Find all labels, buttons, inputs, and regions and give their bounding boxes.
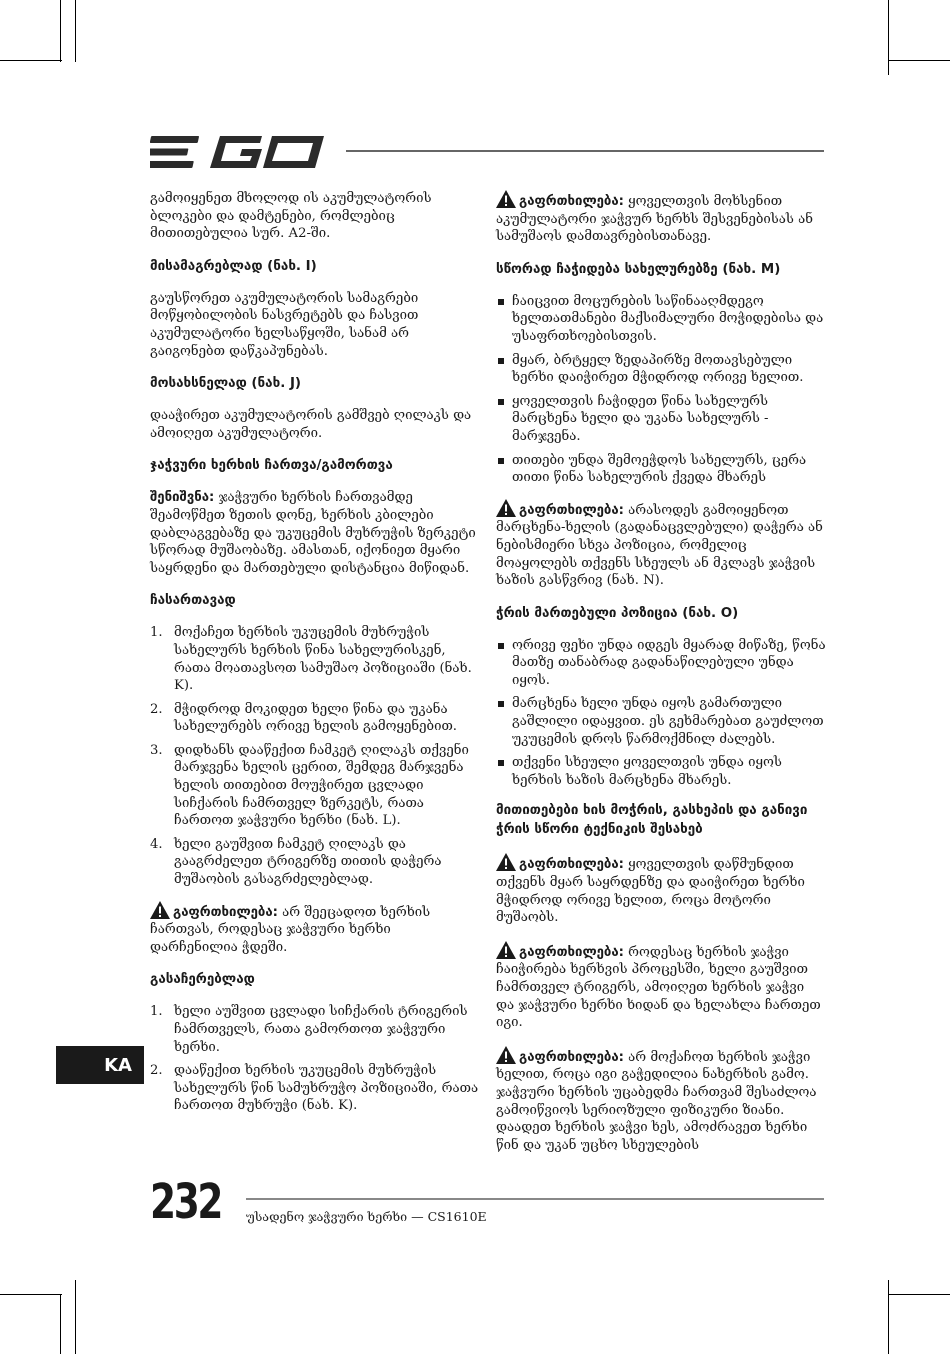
warning-paragraph <box>496 190 826 246</box>
step-text: ხელი გაუშვით ჩამკეტ ღილაკს და გააგრძელეთ ტრიგერზე თითის დაჭერა მუშაობის გასაგრძელებლად. <box>174 836 442 888</box>
list-item <box>150 1062 480 1115</box>
remove-heading: მოსახსნელად (ნახ. J) <box>150 376 302 392</box>
step-number: 1. <box>150 1004 163 1020</box>
crop-mark <box>60 0 61 62</box>
warning-text: არასოდეს გამოიყენოთ მარცხენა-ხელის (გადანაცვლებული) დაჭერა ან ნებისმიერი სხვა პოზიცია, რომელიც მოაყოლებს თქვენს სხეულს ან მკლავს ჯაჭვის ხაზის გასწვრივ (ნახ. N). <box>496 502 823 589</box>
crop-mark <box>888 1294 950 1295</box>
list-item <box>496 452 826 487</box>
list-item-text: ყოველთვის ჩაჭიდეთ წინა სახელურს მარცხენა ხელი და უკანა სახელურს - მარჯვენა. <box>512 393 769 444</box>
list-item <box>150 624 480 694</box>
start-steps-list <box>150 624 480 888</box>
list-item <box>496 754 826 789</box>
list-item-text: მყარ, ბრტყელ ზედაპირზე მოთავსებული ხერხი დაიჭირეთ მჭიდროდ ორივე ხელით. <box>512 352 804 386</box>
warning-icon <box>496 499 516 517</box>
crop-mark <box>60 1294 61 1354</box>
list-item <box>150 1003 480 1056</box>
list-item <box>150 701 480 736</box>
onoff-heading: ჯაჭვური ხერხის ჩართვა/გამორთვა <box>150 458 393 474</box>
stance-heading: ჭრის მართებული პოზიცია (ნახ. O) <box>496 605 739 621</box>
warning-text: არ შეეცადოთ ხერხის ჩართვას, როდესაც ჯაჭვური ხერხი დარჩენილია ჭდეში. <box>150 904 431 955</box>
right-column <box>496 190 826 1168</box>
step-text: დააწექით ხერხის უკუცემის მუხრუჭის სახელურს წინ სამუხრუჭო პოზიციაში, რათა ჩართოთ მუხრუჭი (ნახ. K). <box>174 1063 479 1114</box>
bullet-icon <box>498 760 504 766</box>
list-item-text: თითები უნდა შემოეჭდოს სახელურს, ცერა თითი წინა სახელურის ქვედა მხარეს <box>512 452 807 486</box>
bullet-icon <box>498 358 504 364</box>
stop-steps-list <box>150 1003 480 1115</box>
crop-mark <box>0 1294 62 1295</box>
warning-text: როდესაც ხერხის ჯაჭვი ჩაიჭირება ხერხვის პროცესში, ხელი გაუშვით ჩამრთველ ტრიგერს, ამოიღეთ ხერხის ჯაჭვი და ჯაჭვური ხერხი ხიდან და ხელახლა ჩართეთ იგი. <box>496 944 821 1031</box>
bullet-icon <box>498 701 504 707</box>
technique-heading: მითითებები ხის მოჭრის, გასხეპის და განივი ჭრის სწორი ტექნიკის შესახებ <box>496 803 808 838</box>
warning-label: გაფრთხილება: <box>519 502 624 518</box>
list-item-text: მარცხენა ხელი უნდა იყოს გამართული გაშლილი იდაყვით. ეს გეხმარებათ გაუძლოთ უკუცემის დროს წარმოქმნილ ძალებს. <box>512 696 824 747</box>
step-number: 1. <box>150 625 163 641</box>
step-number: 2. <box>150 701 163 717</box>
warning-text: ყოველთვის დაწმუნდით თქვენს მყარ საყრდენზე და დაიჭირეთ ხერხი მჭიდროდ ორივე ხელით, როცა მოტორი მუშაობს. <box>496 857 805 926</box>
step-text: მოქაჩეთ ხერხის უკუცემის მუხრუჭის სახელურს ხერხის წინა სახელურისკენ, რათა მოათავსოთ სამუშაო პოზიციაში (ნახ. K). <box>174 625 472 694</box>
warning-text: არ მოქაჩოთ ხერხის ჯაჭვი ხელით, როცა იგი გაჭედილია ნახერხის გამო. ჯაჭვური ხერხის უცაბედმა ჩართვამ შესაძლოა გამოიწვიოს სერიოზული ფიზიკური ზიანი. დაადეთ ხერხის ჯაჭვი ხეს, ამოძრავეთ ხერხი წინ და უკან უცხო სხეულების <box>496 1049 817 1153</box>
intro-paragraph: გამოიყენეთ მხოლოდ ის აკუმულატორის ბლოკები და დამტენები, რომლებიც მითითებულია სურ. A2-ში. <box>150 191 432 242</box>
step-text: მჭიდროდ მოკიდეთ ხელი წინა და უკანა სახელურებს ორივე ხელის გამოყენებით. <box>174 701 458 735</box>
list-item-text: თქვენი სხეული ყოველთვის უნდა იყოს ხერხის ხაზის მარცხენა მხარეს. <box>512 755 782 788</box>
start-heading: ჩასართავად <box>150 593 236 609</box>
crop-mark <box>75 0 76 62</box>
warning-label: გაფრთხილება: <box>519 194 624 209</box>
footer-text: უსადენო ჯაჭვური ხერხი — CS1610E <box>246 1209 487 1224</box>
crop-mark <box>75 1280 76 1354</box>
warning-label: გაფრთხილება: <box>519 1049 624 1065</box>
list-item-text: ორივე ფეხი უნდა იდგეს მყარად მიწაზე, წონა მათზე თანაბრად გადანაწილებული უნდა იყოს. <box>512 637 826 688</box>
warning-icon <box>150 901 170 919</box>
warning-paragraph <box>496 499 826 590</box>
grip-list <box>496 293 826 487</box>
install-heading: მისამაგრებლად (ნახ. I) <box>150 258 317 274</box>
warning-icon <box>496 853 516 871</box>
crop-mark <box>0 60 62 61</box>
step-text: ხელი აუშვით ცვლადი სიჩქარის ტრიგერის ჩამრთველს, რათა გამორთოთ ჯაჭვური ხერხი. <box>174 1004 468 1055</box>
grip-heading: სწორად ჩაჭიდება სახელურებზე (ნახ. M) <box>496 261 781 277</box>
warning-label: გაფრთხილება: <box>519 857 624 873</box>
list-item <box>496 695 826 748</box>
note-text: ჯაჭვური ხერხის ჩართვამდე შეამოწმეთ ზეთის დონე, ხერხის კბილები დაბლაგვებაზე და უკუცემის მუხრუჭის ზერკეტი სწორად მუშაობაზე. ამასთან, იქონიეთ მყარი საყრდენი და მართებული დისტანცია მიწიდან. <box>150 490 476 576</box>
warning-label: გაფრთხილება: <box>173 904 278 920</box>
list-item <box>150 742 480 830</box>
list-item-text: ჩაიცვით მოცურების საწინააღმდეგო ხელთათმანები მაქსიმალური მოჭიდებისა და უსაფრთხოებისთვის. <box>512 293 824 344</box>
warning-paragraph <box>496 853 826 926</box>
warning-label: გაფრთხილება: <box>519 944 624 960</box>
bullet-icon <box>498 299 504 305</box>
list-item <box>496 637 826 690</box>
step-number: 4. <box>150 836 163 852</box>
warning-icon <box>496 941 516 959</box>
remove-paragraph: დააჭირეთ აკუმულატორის გამშვებ ღილაკს და ამოიღეთ აკუმულატორი. <box>150 408 472 441</box>
bullet-icon <box>498 399 504 405</box>
crop-mark <box>888 0 889 75</box>
crop-mark <box>888 1280 889 1354</box>
warning-paragraph <box>496 1046 826 1155</box>
warning-text: ყოველთვის მოხსენით აკუმულატორი ჯაჭვურ ხერხს შესვენებისას ან სამუშაოს დამთავრებისთანავე. <box>496 194 813 245</box>
note-paragraph <box>150 489 480 577</box>
crop-mark <box>888 60 950 61</box>
stop-heading: გასაჩერებლად <box>150 972 255 988</box>
list-item <box>150 836 480 889</box>
warning-icon <box>496 190 516 208</box>
page-number: 232 <box>150 1174 222 1230</box>
list-item <box>496 393 826 446</box>
install-paragraph: გაუსწორეთ აკუმულატორის სამაგრები მოწყობილობის ნასვრეტებს და ჩასვით აკუმულატორი ხელსაწყოში, სანამ არ გაიგონებთ დაწკაპუნებას. <box>150 290 419 359</box>
stance-list <box>496 637 826 790</box>
bullet-icon <box>498 643 504 649</box>
left-column <box>150 190 480 1127</box>
bullet-icon <box>498 458 504 464</box>
language-tab: KA <box>56 1046 144 1084</box>
list-item <box>496 293 826 346</box>
step-number: 3. <box>150 742 163 758</box>
list-item <box>496 352 826 387</box>
ego-logo <box>150 132 330 172</box>
step-text: დიდხანს დააწექით ჩამკეტ ღილაკს თქვენი მარჯვენა ხელის ცერით, შემდეგ მარჯვენა ხელის თითებით მოუჭირეთ ცვლადი სიჩქარის ჩამრთველ ზერკეტს, რათა ჩართოთ ჯაჭვური ხერხი (ნახ. L). <box>174 742 469 829</box>
warning-paragraph <box>150 901 480 957</box>
step-number: 2. <box>150 1063 163 1079</box>
warning-paragraph <box>496 941 826 1032</box>
header-rule <box>346 150 824 152</box>
footer-rule <box>246 1198 824 1200</box>
note-label: შენიშვნა: <box>150 490 215 506</box>
warning-icon <box>496 1046 516 1064</box>
